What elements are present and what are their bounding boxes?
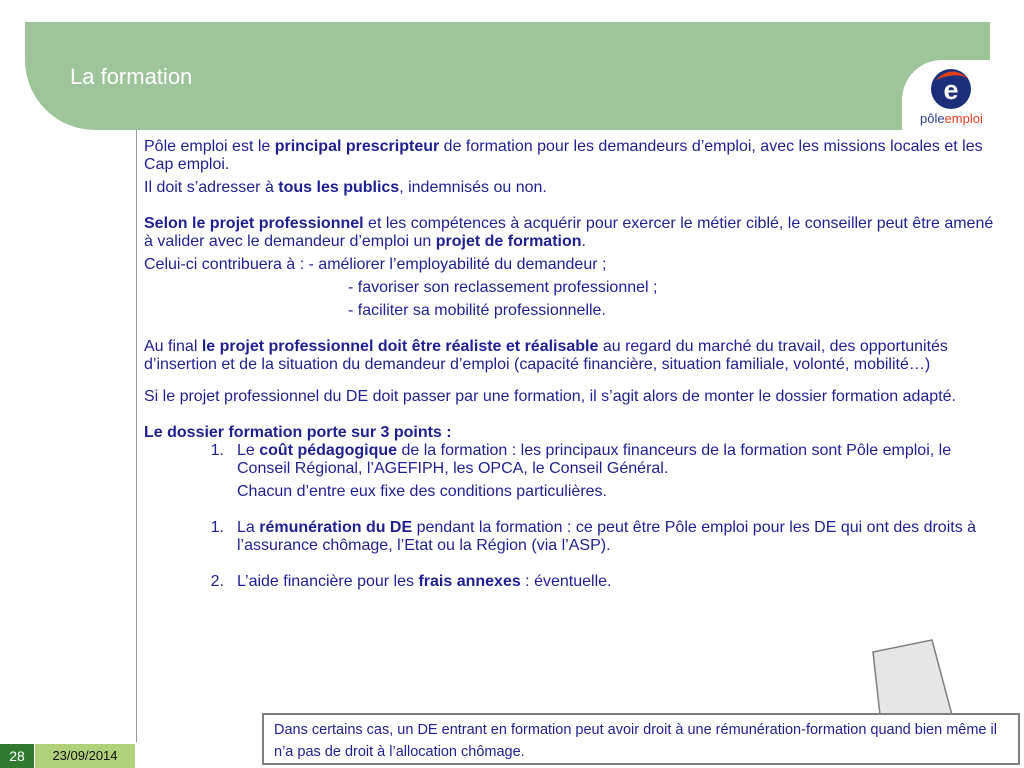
text-bold: coût pédagogique: [259, 442, 398, 459]
list-item-continuation: Chacun d’entre eux fixe des conditions particulières.: [237, 483, 607, 500]
paragraph-dossier-formation: Si le projet professionnel du DE doit passer par une formation, il s’agit alors de monter le dossier formation adapté.: [144, 388, 956, 405]
text-bold: principal prescripteur: [274, 138, 440, 155]
page-number: 28: [0, 744, 34, 768]
list-number: 2.: [210, 573, 224, 590]
list-number: 1.: [210, 519, 224, 536]
logo-word-emploi: emploi: [944, 111, 983, 126]
text-bold: Le dossier formation porte sur 3 points :: [144, 424, 452, 441]
text: Pôle emploi est le: [144, 138, 275, 155]
text: et les compétences à acquérir pour exercer le métier ciblé, le conseiller peut être amené à valider avec le demandeur d’emploi un: [144, 215, 994, 250]
list-number: 1.: [210, 442, 224, 459]
callout-box: [262, 713, 1020, 765]
text: Le: [237, 442, 260, 459]
text-bold: Selon le projet professionnel: [144, 215, 364, 232]
paragraph-contribution: Celui-ci contribuera à : - améliorer l’employabilité du demandeur ;: [144, 256, 607, 273]
svg-text:e: e: [943, 75, 959, 105]
text: La: [237, 519, 260, 536]
text: au regard du marché du travail, des opportunités d’insertion et de la situation du demandeur d’emploi (capacité financière, situation familiale, volonté, mobilité…): [144, 338, 948, 373]
text-bold: tous les publics: [278, 179, 400, 196]
logo-word-pole: pôle: [920, 111, 945, 126]
slide-title: La formation: [70, 64, 193, 89]
text-bold: rémunération du DE: [259, 519, 413, 536]
slide-date: 23/09/2014: [35, 744, 135, 768]
text: de formation pour les demandeurs d’emploi, avec les missions locales et les Cap emploi.: [144, 138, 983, 173]
text: .: [581, 233, 586, 250]
text: de la formation : les principaux financeurs de la formation sont Pôle emploi, le Conseil Régional, l’AGEFIPH, les OPCA, le Conseil Général.: [237, 442, 952, 477]
text-bold: le projet professionnel doit être réaliste et réalisable: [201, 338, 599, 355]
text: L’aide financière pour les: [237, 573, 419, 590]
contribution-item: - favoriser son reclassement professionnel ;: [348, 279, 658, 296]
text-bold: frais annexes: [418, 573, 521, 590]
text: Au final: [144, 338, 202, 355]
text: : éventuelle.: [520, 573, 612, 590]
text: Il doit s’adresser à: [144, 179, 279, 196]
text: pendant la formation : ce peut être Pôle emploi pour les DE qui ont des droits à l’assurance chômage, l’Etat ou la Région (via l’ASP).: [237, 519, 977, 554]
contribution-item: - faciliter sa mobilité professionnelle.: [348, 302, 606, 319]
callout-text: Dans certains cas, un DE entrant en formation peut avoir droit à une rémunération-formation quand bien même il n’a pas de droit à l’allocation chômage.: [274, 722, 997, 760]
text: , indemnisés ou non.: [399, 179, 547, 196]
text-bold: projet de formation: [435, 233, 582, 250]
